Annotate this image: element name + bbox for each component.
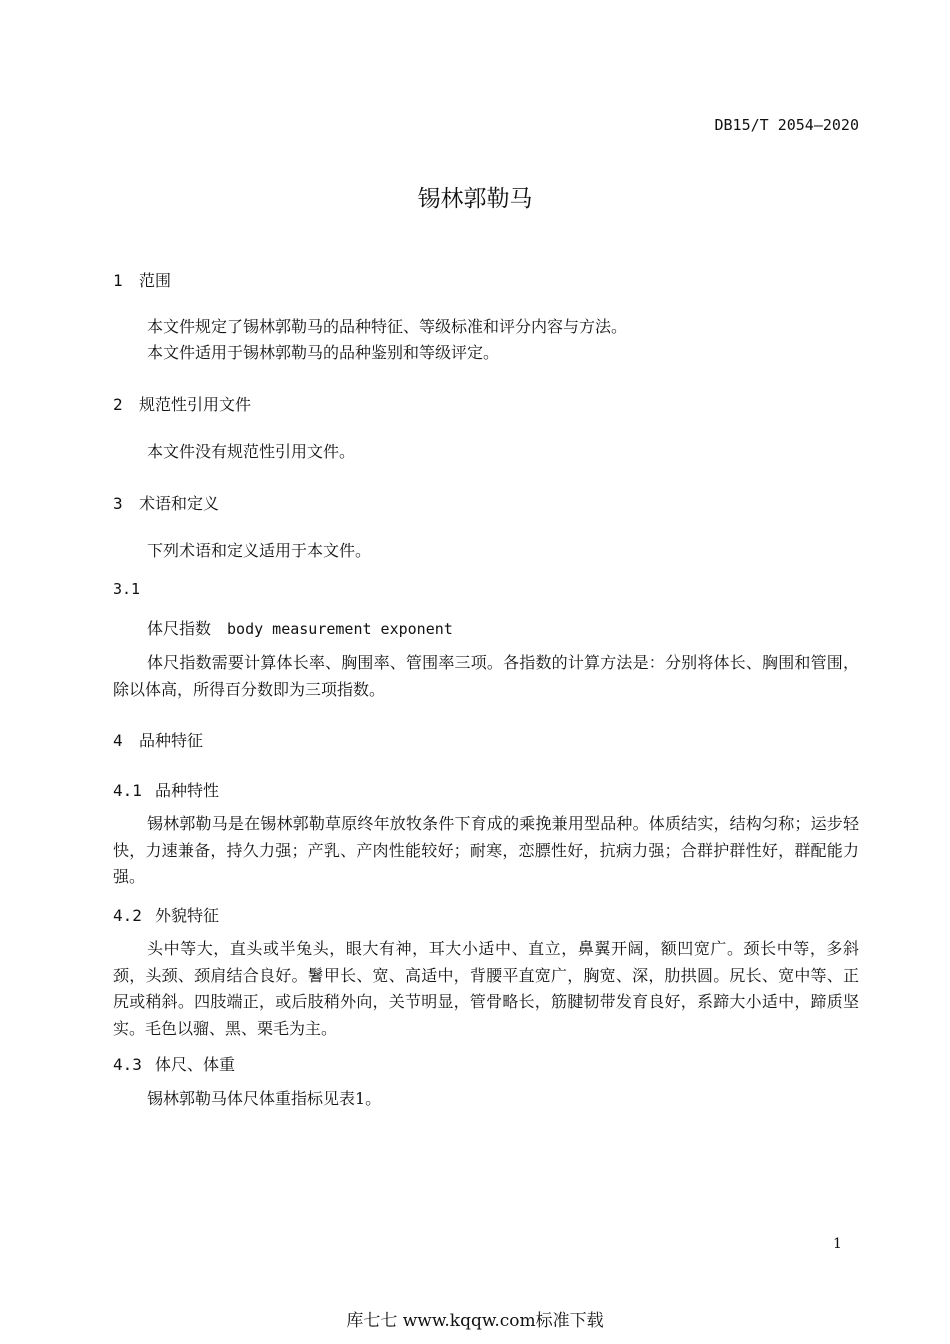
paragraph-breed-traits: 锡林郭勒马是在锡林郭勒草原终年放牧条件下育成的乘挽兼用型品种。体质结实，结构匀称；运步轻快，力速兼备，持久力强；产乳、产肉性能较好；耐寒，恋膘性好，抗病力强；合群护群性好，群配能力强。 (113, 814, 859, 886)
document-code: DB15/T 2054—2020 (714, 116, 859, 134)
section-4-heading (113, 728, 203, 751)
page-number: 1 (833, 1236, 842, 1252)
subsection-4-1-heading (113, 778, 219, 801)
section-1-heading (113, 268, 171, 291)
subsection-4-3-heading (113, 1052, 235, 1075)
paragraph: 本文件适用于锡林郭勒马的品种鉴别和等级评定。 (147, 343, 500, 362)
section-title: 品种特征 (139, 731, 204, 750)
section-3-heading (113, 491, 219, 514)
document-title: 锡林郭勒马 (417, 186, 533, 212)
subsection-number: 4.3 (113, 1055, 142, 1074)
term-definition: 体尺指数需要计算体长率、胸围率、管围率三项。各指数的计算方法是：分别将体长、胸围和管围，除以体高，所得百分数即为三项指数。 (113, 653, 859, 699)
section-title: 术语和定义 (139, 494, 220, 513)
section-2-heading (113, 392, 251, 415)
subsection-3-1-number: 3.1 (113, 580, 141, 598)
subsection-number: 4.2 (113, 906, 142, 925)
section-number: 3 (113, 494, 123, 513)
section-title: 范围 (139, 271, 172, 290)
footer-watermark: 库七七 www.kqqw.com标准下载 (346, 1311, 604, 1331)
subsection-number: 4.1 (113, 781, 142, 800)
paragraph: 本文件没有规范性引用文件。 (147, 442, 356, 461)
term-entry (147, 616, 453, 639)
subsection-title: 体尺、体重 (155, 1055, 236, 1074)
section-number: 4 (113, 731, 123, 750)
term-english: body measurement exponent (227, 620, 453, 638)
subsection-title: 品种特性 (155, 781, 220, 800)
subsection-title: 外貌特征 (155, 906, 220, 925)
section-title: 规范性引用文件 (139, 395, 252, 414)
paragraph: 本文件规定了锡林郭勒马的品种特征、等级标准和评分内容与方法。 (147, 317, 628, 336)
paragraph-measurements: 锡林郭勒马体尺体重指标见表1。 (147, 1089, 382, 1108)
paragraph: 下列术语和定义适用于本文件。 (147, 541, 372, 560)
paragraph-appearance: 头中等大，直头或半兔头，眼大有神，耳大小适中、直立，鼻翼开阔，额凹宽广。颈长中等，多斜颈，头颈、颈肩结合良好。鬐甲长、宽、高适中，背腰平直宽广，胸宽、深，肋拱圆。尻长、宽中等、正尻或稍斜。四肢端正，或后肢稍外向，关节明显，管骨略长，筋腱韧带发育良好，系蹄大小适中，蹄质坚实。毛色以骝、黑、栗毛为主。 (113, 939, 859, 1038)
subsection-4-2-heading (113, 903, 219, 926)
section-number: 2 (113, 395, 123, 414)
section-number: 1 (113, 271, 123, 290)
term-chinese: 体尺指数 (147, 619, 212, 638)
